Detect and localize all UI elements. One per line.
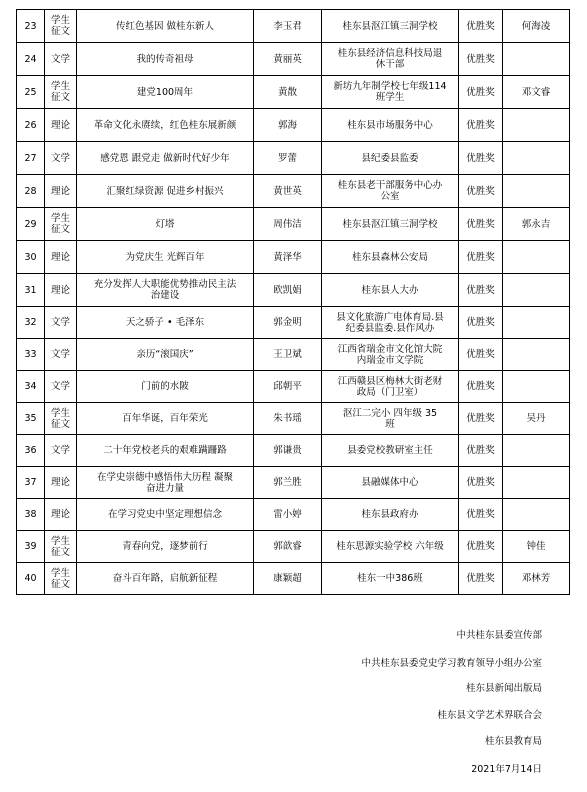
table-row — [17, 499, 570, 531]
title-cell: 革命文化永赓续，红色桂东展新颜 — [77, 109, 254, 142]
table-row — [17, 371, 570, 403]
footer-date: 2021年7月14日 — [471, 764, 542, 775]
category-cell: 理论 — [45, 274, 77, 307]
author-cell: 黄丽英 — [254, 43, 322, 76]
advisor-cell — [503, 109, 570, 142]
category-cell: 文学 — [45, 371, 77, 403]
award-cell: 优胜奖 — [459, 208, 503, 241]
table-row — [17, 208, 570, 241]
award-cell: 优胜奖 — [459, 403, 503, 435]
footer-org-1: 中共桂东县委宣传部 — [456, 630, 542, 641]
advisor-cell — [503, 142, 570, 175]
row-number: 31 — [17, 274, 45, 307]
unit-cell: 江西赣县区梅林大街老财 政局（门卫室） — [322, 371, 459, 403]
advisor-cell: 何海凌 — [503, 10, 570, 43]
author-cell: 黄泽华 — [254, 241, 322, 274]
unit-cell: 桂东县人大办 — [322, 274, 459, 307]
title-cell: 我的传奇祖母 — [77, 43, 254, 76]
advisor-cell — [503, 371, 570, 403]
award-cell: 优胜奖 — [459, 499, 503, 531]
unit-cell: 江西省瑞金市文化馆大院 内瑞金市文学院 — [322, 339, 459, 371]
table-row — [17, 467, 570, 499]
category-cell: 理论 — [45, 499, 77, 531]
title-cell: 亲历“滚国庆” — [77, 339, 254, 371]
table-row — [17, 563, 570, 595]
row-number: 30 — [17, 241, 45, 274]
table-row — [17, 76, 570, 109]
award-cell: 优胜奖 — [459, 307, 503, 339]
unit-cell: 桂东县政府办 — [322, 499, 459, 531]
row-number: 32 — [17, 307, 45, 339]
table-row — [17, 175, 570, 208]
unit-cell: 桂东县森林公安局 — [322, 241, 459, 274]
category-cell: 文学 — [45, 307, 77, 339]
award-cell: 优胜奖 — [459, 467, 503, 499]
title-cell: 感党恩 跟党走 做新时代好少年 — [77, 142, 254, 175]
row-number: 29 — [17, 208, 45, 241]
author-cell: 郭歆睿 — [254, 531, 322, 563]
category-cell: 学生 征文 — [45, 403, 77, 435]
row-number: 27 — [17, 142, 45, 175]
row-number: 28 — [17, 175, 45, 208]
award-cell: 优胜奖 — [459, 435, 503, 467]
advisor-cell: 钟佳 — [503, 531, 570, 563]
unit-cell: 桂东一中386班 — [322, 563, 459, 595]
author-cell: 朱书瑶 — [254, 403, 322, 435]
advisor-cell — [503, 467, 570, 499]
table-row — [17, 307, 570, 339]
row-number: 25 — [17, 76, 45, 109]
award-cell: 优胜奖 — [459, 142, 503, 175]
author-cell: 郭兰胜 — [254, 467, 322, 499]
award-cell: 优胜奖 — [459, 175, 503, 208]
unit-cell: 桂东县老干部服务中心办 公室 — [322, 175, 459, 208]
title-cell: 充分发挥人大职能优势推动民主法 治建设 — [77, 274, 254, 307]
advisor-cell: 邓文睿 — [503, 76, 570, 109]
unit-cell: 县纪委县监委 — [322, 142, 459, 175]
table-row — [17, 403, 570, 435]
author-cell: 雷小婷 — [254, 499, 322, 531]
title-cell: 传红色基因 做桂东新人 — [77, 10, 254, 43]
advisor-cell — [503, 175, 570, 208]
award-cell: 优胜奖 — [459, 531, 503, 563]
author-cell: 郭海 — [254, 109, 322, 142]
title-cell: 二十年党校老兵的艰难蹒跚路 — [77, 435, 254, 467]
category-cell: 文学 — [45, 435, 77, 467]
advisor-cell — [503, 435, 570, 467]
row-number: 36 — [17, 435, 45, 467]
advisor-cell: 郭永吉 — [503, 208, 570, 241]
advisor-cell — [503, 339, 570, 371]
awards-table — [16, 9, 570, 595]
row-number: 37 — [17, 467, 45, 499]
title-cell: 汇聚红绿资源 促进乡村振兴 — [77, 175, 254, 208]
table-row — [17, 142, 570, 175]
author-cell: 罗蕾 — [254, 142, 322, 175]
award-cell: 优胜奖 — [459, 10, 503, 43]
award-cell: 优胜奖 — [459, 109, 503, 142]
author-cell: 周伟洁 — [254, 208, 322, 241]
unit-cell: 桂东县市场服务中心 — [322, 109, 459, 142]
footer-org-5: 桂东县教育局 — [484, 736, 542, 747]
row-number: 39 — [17, 531, 45, 563]
author-cell: 康颖超 — [254, 563, 322, 595]
author-cell: 郭谦贵 — [254, 435, 322, 467]
awards-table-body — [17, 10, 570, 595]
unit-cell: 桂东县沤江镇三洞学校 — [322, 10, 459, 43]
award-cell: 优胜奖 — [459, 241, 503, 274]
advisor-cell: 邓林芳 — [503, 563, 570, 595]
advisor-cell — [503, 499, 570, 531]
award-cell: 优胜奖 — [459, 339, 503, 371]
unit-cell: 县委党校教研室主任 — [322, 435, 459, 467]
author-cell: 欧凯娟 — [254, 274, 322, 307]
title-cell: 奋斗百年路，启航新征程 — [77, 563, 254, 595]
row-number: 26 — [17, 109, 45, 142]
row-number: 24 — [17, 43, 45, 76]
category-cell: 学生 征文 — [45, 563, 77, 595]
category-cell: 理论 — [45, 241, 77, 274]
title-cell: 门前的水陂 — [77, 371, 254, 403]
advisor-cell — [503, 241, 570, 274]
author-cell: 黄散 — [254, 76, 322, 109]
title-cell: 为党庆生 光辉百年 — [77, 241, 254, 274]
unit-cell: 县文化旅游广电体育局.县 纪委县监委.县作风办 — [322, 307, 459, 339]
table-row — [17, 339, 570, 371]
category-cell: 学生 征文 — [45, 10, 77, 43]
row-number: 38 — [17, 499, 45, 531]
category-cell: 文学 — [45, 339, 77, 371]
author-cell: 李玉君 — [254, 10, 322, 43]
author-cell: 邱朝平 — [254, 371, 322, 403]
award-cell: 优胜奖 — [459, 371, 503, 403]
footer-org-3: 桂东县新闻出版局 — [465, 683, 542, 694]
unit-cell: 新坊九年制学校七年级114 班学生 — [322, 76, 459, 109]
award-cell: 优胜奖 — [459, 76, 503, 109]
category-cell: 学生 征文 — [45, 76, 77, 109]
unit-cell: 桂东思源实验学校 六年级 — [322, 531, 459, 563]
author-cell: 王卫斌 — [254, 339, 322, 371]
advisor-cell: 吴丹 — [503, 403, 570, 435]
category-cell: 文学 — [45, 43, 77, 76]
title-cell: 在学习党史中坚定理想信念 — [77, 499, 254, 531]
award-cell: 优胜奖 — [459, 274, 503, 307]
category-cell: 文学 — [45, 142, 77, 175]
category-cell: 学生 征文 — [45, 208, 77, 241]
table-row — [17, 531, 570, 563]
row-number: 33 — [17, 339, 45, 371]
category-cell: 学生 征文 — [45, 531, 77, 563]
award-cell: 优胜奖 — [459, 43, 503, 76]
unit-cell: 县融媒体中心 — [322, 467, 459, 499]
title-cell: 百年华诞，百年荣光 — [77, 403, 254, 435]
table-row — [17, 241, 570, 274]
category-cell: 理论 — [45, 175, 77, 208]
footer-org-2: 中共桂东县委党史学习教育领导小组办公室 — [361, 658, 542, 669]
unit-cell: 沤江二完小 四年级 35 班 — [322, 403, 459, 435]
table-row — [17, 109, 570, 142]
unit-cell: 桂东县沤江镇三洞学校 — [322, 208, 459, 241]
advisor-cell — [503, 274, 570, 307]
author-cell: 郭金明 — [254, 307, 322, 339]
row-number: 40 — [17, 563, 45, 595]
title-cell: 青春向党，逐梦前行 — [77, 531, 254, 563]
title-cell: 灯塔 — [77, 208, 254, 241]
title-cell: 在学史崇德中感悟伟大历程 凝聚 奋进力量 — [77, 467, 254, 499]
table-row — [17, 274, 570, 307]
row-number: 23 — [17, 10, 45, 43]
title-cell: 天之骄子 • 毛泽东 — [77, 307, 254, 339]
title-cell: 建党100周年 — [77, 76, 254, 109]
unit-cell: 桂东县经济信息科技局退 休干部 — [322, 43, 459, 76]
row-number: 34 — [17, 371, 45, 403]
table-row — [17, 435, 570, 467]
table-row — [17, 10, 570, 43]
category-cell: 理论 — [45, 109, 77, 142]
row-number: 35 — [17, 403, 45, 435]
advisor-cell — [503, 43, 570, 76]
advisor-cell — [503, 307, 570, 339]
footer-org-4: 桂东县文学艺术界联合会 — [437, 710, 542, 721]
award-cell: 优胜奖 — [459, 563, 503, 595]
author-cell: 黄世英 — [254, 175, 322, 208]
category-cell: 理论 — [45, 467, 77, 499]
table-row — [17, 43, 570, 76]
